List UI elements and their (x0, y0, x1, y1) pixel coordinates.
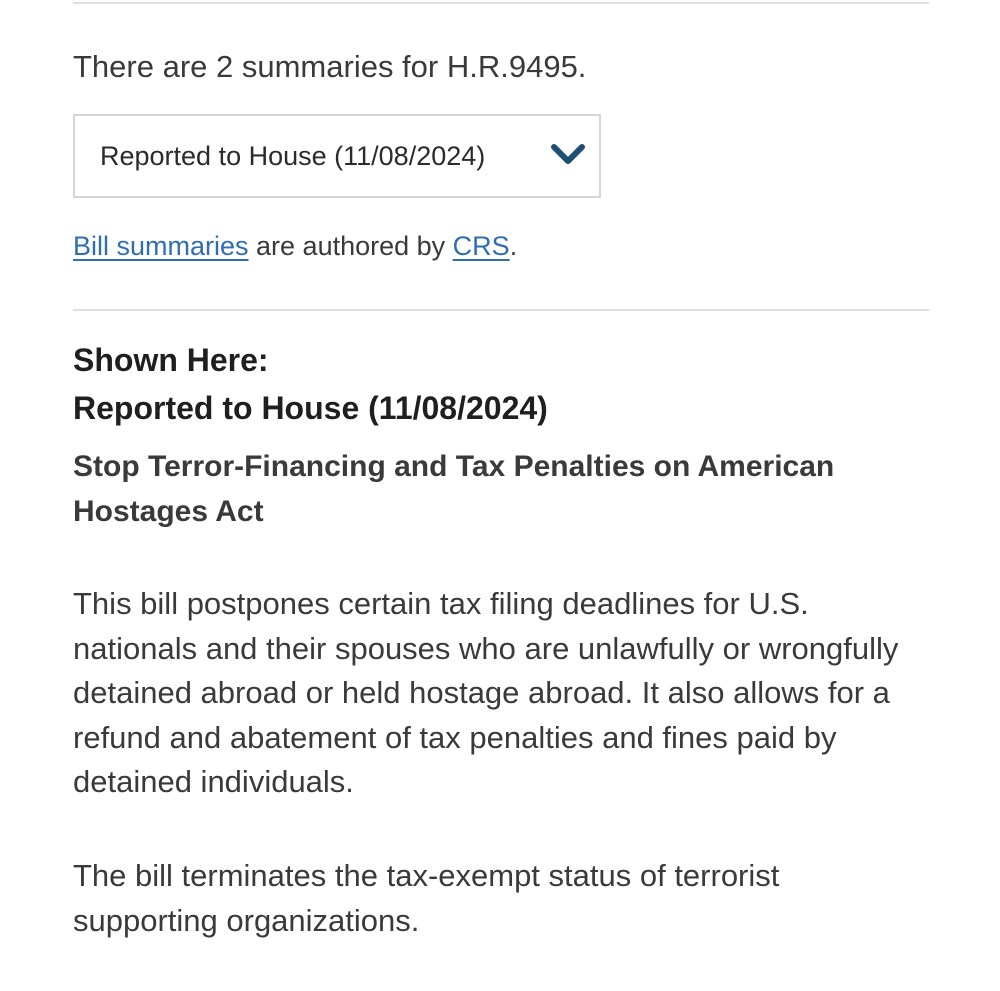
divider-middle (73, 309, 929, 311)
chevron-down-icon (549, 142, 587, 168)
shown-here-version: Reported to House (11/08/2024) (73, 390, 548, 426)
summary-paragraph-2: The bill terminates the tax-exempt status of terrorist supporting organizations. (73, 858, 780, 938)
summary-count-text: There are 2 summaries for H.R.9495. (73, 49, 587, 84)
divider-top (73, 2, 929, 4)
authored-period: . (509, 231, 518, 261)
authored-by-text: are authored by (248, 231, 453, 261)
crs-link[interactable]: CRS (452, 231, 510, 261)
summary-version-select[interactable] (73, 114, 601, 198)
act-title: Stop Terror-Financing and Tax Penalties on American Hostages Act (73, 450, 835, 528)
summary-version-selected: Reported to House (11/08/2024) (100, 141, 486, 171)
shown-here-label: Shown Here: (73, 342, 269, 378)
bill-summaries-link[interactable]: Bill summaries (73, 231, 249, 261)
summary-paragraph-1: This bill postpones certain tax filing deadlines for U.S. nationals and their spouses who are unlawfully or wrongfully detained abroad or held hostage abroad. It also allows for a refund and abatement of tax penalties and fines paid by detained individuals. (73, 586, 899, 799)
authored-by-line (73, 227, 517, 265)
